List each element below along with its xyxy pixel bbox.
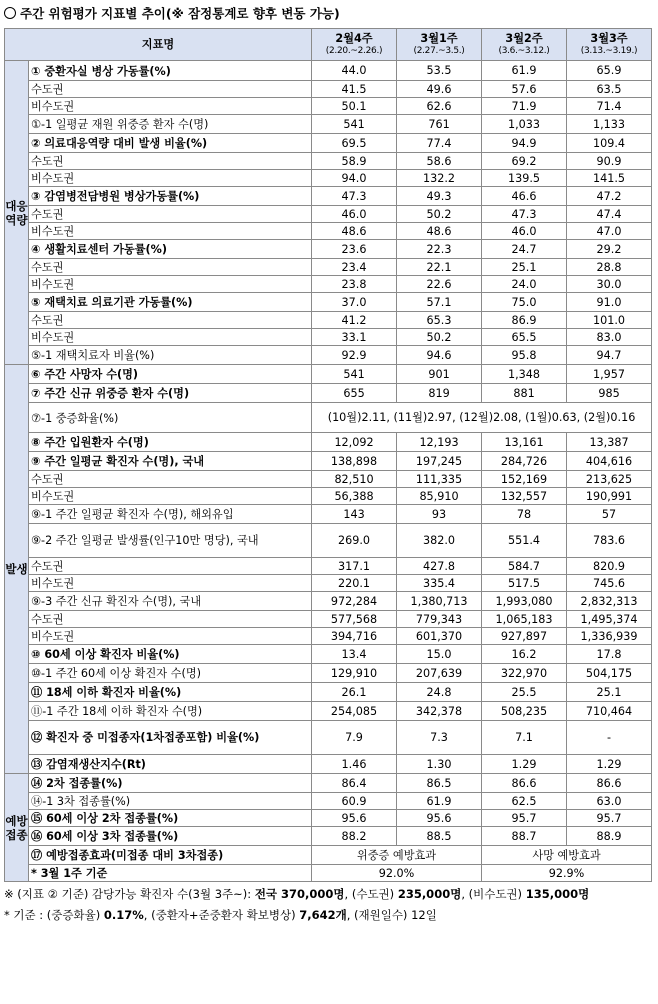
indicator-label: ① 중환자실 병상 가동률(%): [29, 61, 312, 81]
indicator-label: 수도권: [29, 206, 312, 223]
value-cell: 881: [482, 384, 567, 403]
value-cell: 93: [397, 505, 482, 524]
value-cell: 47.3: [312, 187, 397, 206]
value-cell: 322,970: [482, 664, 567, 683]
value-cell: 29.2: [567, 240, 652, 259]
table-row: [5, 259, 652, 276]
value-cell: 82,510: [312, 471, 397, 488]
value-cell: 63.0: [567, 793, 652, 810]
value-cell: 30.0: [567, 276, 652, 293]
value-cell: 820.9: [567, 558, 652, 575]
page-title: [4, 3, 340, 25]
value-cell: 601,370: [397, 628, 482, 645]
value-cell: 7.3: [397, 721, 482, 755]
note-text: , (중환자+준중환자 확보병상): [143, 908, 300, 922]
value-cell: 50.2: [397, 206, 482, 223]
table-row: [5, 293, 652, 312]
table-row: [5, 558, 652, 575]
value-cell: 129,910: [312, 664, 397, 683]
value-cell: 26.1: [312, 683, 397, 702]
note-text: ※ (지표 ② 기준) 감당가능 확진자 수(3월 3주~):: [4, 887, 255, 901]
value-cell: 551.4: [482, 524, 567, 558]
indicator-label: 수도권: [29, 153, 312, 170]
table-row: [5, 524, 652, 558]
value-cell: 23.8: [312, 276, 397, 293]
value-cell: 92.0%: [312, 865, 482, 882]
value-cell: 57.1: [397, 293, 482, 312]
table-row: [5, 61, 652, 81]
indicator-label: ⑯ 60세 이상 3차 접종률(%): [29, 827, 312, 846]
indicator-label: ⑭ 2차 접종률(%): [29, 774, 312, 793]
indicator-label: 비수도권: [29, 98, 312, 115]
value-cell: 49.6: [397, 81, 482, 98]
indicator-label: * 3월 1주 기준: [29, 865, 312, 882]
value-cell: 86.9: [482, 312, 567, 329]
value-cell: 65.3: [397, 312, 482, 329]
value-cell: 69.2: [482, 153, 567, 170]
title-text: 주간 위험평가 지표별 추이(※ 잠정통계로 향후 변동 가능): [20, 6, 340, 21]
indicator-label: ⑰ 예방접종효과(미접종 대비 3차접종): [29, 846, 312, 865]
indicator-header: 지표명: [5, 29, 312, 61]
note-text: * 기준 : (중증화율): [4, 908, 104, 922]
value-cell: 143: [312, 505, 397, 524]
week-header: [482, 29, 567, 61]
value-cell: 197,245: [397, 452, 482, 471]
table-row: [5, 628, 652, 645]
value-cell: 508,235: [482, 702, 567, 721]
indicator-label: ⑤ 재택치료 의료기관 가동률(%): [29, 293, 312, 312]
value-cell: 1.30: [397, 755, 482, 774]
value-cell: 49.3: [397, 187, 482, 206]
value-cell: 22.3: [397, 240, 482, 259]
value-cell: 91.0: [567, 293, 652, 312]
value-cell: 1,380,713: [397, 592, 482, 611]
indicator-label: 비수도권: [29, 488, 312, 505]
value-cell: 1.29: [567, 755, 652, 774]
value-cell: 90.9: [567, 153, 652, 170]
value-cell: 517.5: [482, 575, 567, 592]
value-cell: 541: [312, 115, 397, 134]
value-cell: 17.8: [567, 645, 652, 664]
value-cell: 94.9: [482, 134, 567, 153]
note-bold-value: 7,642개: [299, 908, 347, 922]
table-row: [5, 721, 652, 755]
indicator-label: ⑩-1 주간 60세 이상 확진자 수(명): [29, 664, 312, 683]
indicator-label: ⑨-2 주간 일평균 발생률(인구10만 명당), 국내: [29, 524, 312, 558]
value-cell: 24.7: [482, 240, 567, 259]
indicator-label: ⑧ 주간 입원환자 수(명): [29, 433, 312, 452]
indicator-label: ⑤-1 재택치료자 비율(%): [29, 346, 312, 365]
week-range: (2.20.~2.26.): [325, 45, 383, 56]
table-row: [5, 810, 652, 827]
indicator-label: 비수도권: [29, 276, 312, 293]
value-cell: 655: [312, 384, 397, 403]
indicator-label: 비수도권: [29, 329, 312, 346]
value-cell: 23.4: [312, 259, 397, 276]
indicator-label: ⑦-1 중증화율(%): [29, 403, 312, 433]
value-cell: 88.5: [397, 827, 482, 846]
week-name: 3월3주: [590, 31, 628, 45]
week-header: [397, 29, 482, 61]
indicator-label: ⑨-1 주간 일평균 확진자 수(명), 해외유입: [29, 505, 312, 524]
note-text: , (수도권): [344, 887, 398, 901]
note-bold-value: 235,000명: [397, 887, 462, 901]
value-cell: 47.4: [567, 206, 652, 223]
value-cell: 1.46: [312, 755, 397, 774]
value-cell: -: [567, 721, 652, 755]
table-row: [5, 645, 652, 664]
value-cell: 783.6: [567, 524, 652, 558]
table-row: [5, 683, 652, 702]
value-cell: 86.6: [482, 774, 567, 793]
value-cell: 779,343: [397, 611, 482, 628]
value-cell: 58.6: [397, 153, 482, 170]
value-cell: 1,348: [482, 365, 567, 384]
indicator-label: 수도권: [29, 312, 312, 329]
value-cell: 382.0: [397, 524, 482, 558]
table-row: [5, 592, 652, 611]
indicator-label: 수도권: [29, 471, 312, 488]
value-cell: 139.5: [482, 170, 567, 187]
week-name: 3월1주: [420, 31, 458, 45]
note-bold-value: 전국 370,000명: [254, 887, 345, 901]
value-cell: 1,993,080: [482, 592, 567, 611]
value-cell: 254,085: [312, 702, 397, 721]
value-cell: 901: [397, 365, 482, 384]
table-row: [5, 346, 652, 365]
indicator-label: ①-1 일평균 재원 위중증 환자 수(명): [29, 115, 312, 134]
value-cell: 25.1: [482, 259, 567, 276]
value-cell: 109.4: [567, 134, 652, 153]
indicator-label: 수도권: [29, 558, 312, 575]
value-cell: 24.0: [482, 276, 567, 293]
week-header: [567, 29, 652, 61]
value-cell: 48.6: [397, 223, 482, 240]
value-cell: 62.5: [482, 793, 567, 810]
value-cell: 50.1: [312, 98, 397, 115]
indicator-table: [4, 28, 652, 882]
value-cell: 53.5: [397, 61, 482, 81]
value-cell: 95.8: [482, 346, 567, 365]
table-row: [5, 240, 652, 259]
value-cell: 88.2: [312, 827, 397, 846]
week-name: 2월4주: [335, 31, 373, 45]
indicator-label: ⑨ 주간 일평균 확진자 수(명), 국내: [29, 452, 312, 471]
indicator-label: 비수도권: [29, 223, 312, 240]
value-cell: 101.0: [567, 312, 652, 329]
value-cell: 138,898: [312, 452, 397, 471]
table-row: [5, 471, 652, 488]
table-row: [5, 170, 652, 187]
value-cell: 972,284: [312, 592, 397, 611]
table-row: [5, 312, 652, 329]
table-row: [5, 134, 652, 153]
table-row: [5, 452, 652, 471]
value-cell: 41.5: [312, 81, 397, 98]
value-cell: 46.0: [482, 223, 567, 240]
value-cell: 541: [312, 365, 397, 384]
table-row: [5, 702, 652, 721]
value-cell: 16.2: [482, 645, 567, 664]
value-cell: 47.2: [567, 187, 652, 206]
table-row: [5, 206, 652, 223]
table-row: [5, 98, 652, 115]
value-cell: 47.3: [482, 206, 567, 223]
value-cell: 23.6: [312, 240, 397, 259]
value-cell: 61.9: [482, 61, 567, 81]
indicator-label: ② 의료대응역량 대비 발생 비율(%): [29, 134, 312, 153]
value-cell: 위중증 예방효과: [312, 846, 482, 865]
value-cell: 13,387: [567, 433, 652, 452]
value-cell: 141.5: [567, 170, 652, 187]
value-cell: 86.4: [312, 774, 397, 793]
value-cell: 57.6: [482, 81, 567, 98]
indicator-label: ⑦ 주간 신규 위중증 환자 수(명): [29, 384, 312, 403]
value-cell: 335.4: [397, 575, 482, 592]
table-row: [5, 865, 652, 882]
week-range: (3.6.~3.12.): [498, 45, 550, 56]
value-cell: 50.2: [397, 329, 482, 346]
value-cell: 13.4: [312, 645, 397, 664]
table-header-row: [5, 29, 652, 61]
group-label: 대응역량: [5, 61, 29, 365]
value-cell: 88.9: [567, 827, 652, 846]
indicator-label: ③ 감염병전담병원 병상가동률(%): [29, 187, 312, 206]
value-cell: 207,639: [397, 664, 482, 683]
value-cell: 1,336,939: [567, 628, 652, 645]
value-cell: 94.7: [567, 346, 652, 365]
table-row: [5, 329, 652, 346]
value-cell: 927,897: [482, 628, 567, 645]
indicator-label: ④ 생활치료센터 가동률(%): [29, 240, 312, 259]
value-cell: 132.2: [397, 170, 482, 187]
value-cell: 58.9: [312, 153, 397, 170]
value-cell: 504,175: [567, 664, 652, 683]
circle-bullet-icon: [4, 7, 16, 19]
table-row: [5, 488, 652, 505]
indicator-label: 비수도권: [29, 628, 312, 645]
value-cell: 77.4: [397, 134, 482, 153]
table-row: [5, 81, 652, 98]
value-cell: 46.6: [482, 187, 567, 206]
group-label: 예방접종: [5, 774, 29, 882]
value-cell: 88.7: [482, 827, 567, 846]
value-cell: 213,625: [567, 471, 652, 488]
indicator-label: ⑬ 감염재생산지수(Rt): [29, 755, 312, 774]
indicator-label: ⑮ 60세 이상 2차 접종률(%): [29, 810, 312, 827]
table-row: [5, 433, 652, 452]
value-cell: 317.1: [312, 558, 397, 575]
value-cell: 46.0: [312, 206, 397, 223]
indicator-label: 수도권: [29, 259, 312, 276]
value-cell: 61.9: [397, 793, 482, 810]
table-row: [5, 846, 652, 865]
value-cell: 284,726: [482, 452, 567, 471]
value-cell: 95.6: [397, 810, 482, 827]
value-cell: 95.7: [482, 810, 567, 827]
note-text: , (비수도권): [461, 887, 526, 901]
value-cell: 22.6: [397, 276, 482, 293]
table-row: [5, 793, 652, 810]
value-cell: 86.6: [567, 774, 652, 793]
indicator-label: ⑫ 확진자 중 미접종자(1차접종포함) 비율(%): [29, 721, 312, 755]
table-row: [5, 115, 652, 134]
value-cell: 15.0: [397, 645, 482, 664]
group-label: 발생: [5, 365, 29, 774]
value-cell: 761: [397, 115, 482, 134]
value-cell: 95.7: [567, 810, 652, 827]
value-cell: 78: [482, 505, 567, 524]
value-cell: 44.0: [312, 61, 397, 81]
table-row: [5, 403, 652, 433]
value-cell: 95.6: [312, 810, 397, 827]
value-cell: 57: [567, 505, 652, 524]
value-cell: 819: [397, 384, 482, 403]
value-cell: 63.5: [567, 81, 652, 98]
value-cell: 47.0: [567, 223, 652, 240]
criteria-note: [4, 907, 652, 924]
value-cell: 2,832,313: [567, 592, 652, 611]
value-cell: 12,193: [397, 433, 482, 452]
table-row: [5, 827, 652, 846]
table-row: [5, 611, 652, 628]
value-cell: 25.5: [482, 683, 567, 702]
note-text: , (재원일수) 12일: [346, 908, 437, 922]
value-cell: 12,092: [312, 433, 397, 452]
indicator-label: ⑭-1 3차 접종률(%): [29, 793, 312, 810]
value-cell: 190,991: [567, 488, 652, 505]
indicator-label: ⑪-1 주간 18세 이하 확진자 수(명): [29, 702, 312, 721]
value-cell: 111,335: [397, 471, 482, 488]
value-cell: 86.5: [397, 774, 482, 793]
value-cell: 745.6: [567, 575, 652, 592]
value-cell: 7.9: [312, 721, 397, 755]
value-cell: 69.5: [312, 134, 397, 153]
value-cell: 13,161: [482, 433, 567, 452]
value-cell: 85,910: [397, 488, 482, 505]
capacity-note: [4, 886, 652, 903]
table-row: [5, 664, 652, 683]
table-row: [5, 755, 652, 774]
table-body: [5, 61, 652, 882]
value-cell: 71.9: [482, 98, 567, 115]
value-cell: 사망 예방효과: [482, 846, 652, 865]
value-cell: 394,716: [312, 628, 397, 645]
value-cell: 37.0: [312, 293, 397, 312]
value-cell: 220.1: [312, 575, 397, 592]
value-cell: 25.1: [567, 683, 652, 702]
table-row: [5, 384, 652, 403]
indicator-label: 비수도권: [29, 170, 312, 187]
week-header: [312, 29, 397, 61]
value-cell: 1,065,183: [482, 611, 567, 628]
indicator-label: ⑪ 18세 이하 확진자 비율(%): [29, 683, 312, 702]
indicator-label: ⑨-3 주간 신규 확진자 수(명), 국내: [29, 592, 312, 611]
value-cell: 60.9: [312, 793, 397, 810]
table-row: [5, 365, 652, 384]
value-cell: 94.0: [312, 170, 397, 187]
week-range: (3.13.~3.19.): [580, 45, 638, 56]
table-row: [5, 575, 652, 592]
value-cell: 28.8: [567, 259, 652, 276]
week-range: (2.27.~3.5.): [413, 45, 465, 56]
value-cell: 24.8: [397, 683, 482, 702]
value-cell: 62.6: [397, 98, 482, 115]
indicator-label: 수도권: [29, 81, 312, 98]
value-cell: 56,388: [312, 488, 397, 505]
value-cell: 342,378: [397, 702, 482, 721]
indicator-label: ⑩ 60세 이상 확진자 비율(%): [29, 645, 312, 664]
value-cell: 132,557: [482, 488, 567, 505]
value-cell: 92.9%: [482, 865, 652, 882]
value-cell: 152,169: [482, 471, 567, 488]
value-cell: (10월)2.11, (11월)2.97, (12월)2.08, (1월)0.63, (2월)0.16: [312, 403, 652, 433]
value-cell: 65.5: [482, 329, 567, 346]
value-cell: 71.4: [567, 98, 652, 115]
table-row: [5, 187, 652, 206]
week-name: 3월2주: [505, 31, 543, 45]
value-cell: 92.9: [312, 346, 397, 365]
value-cell: 1,133: [567, 115, 652, 134]
value-cell: 1.29: [482, 755, 567, 774]
value-cell: 33.1: [312, 329, 397, 346]
value-cell: 1,495,374: [567, 611, 652, 628]
table-row: [5, 774, 652, 793]
table-row: [5, 223, 652, 240]
table-row: [5, 505, 652, 524]
value-cell: 41.2: [312, 312, 397, 329]
note-bold-value: 135,000명: [525, 887, 590, 901]
indicator-label: 비수도권: [29, 575, 312, 592]
value-cell: 584.7: [482, 558, 567, 575]
indicator-label: 수도권: [29, 611, 312, 628]
value-cell: 985: [567, 384, 652, 403]
value-cell: 577,568: [312, 611, 397, 628]
value-cell: 710,464: [567, 702, 652, 721]
value-cell: 1,957: [567, 365, 652, 384]
value-cell: 269.0: [312, 524, 397, 558]
value-cell: 94.6: [397, 346, 482, 365]
value-cell: 65.9: [567, 61, 652, 81]
table-row: [5, 153, 652, 170]
indicator-label: ⑥ 주간 사망자 수(명): [29, 365, 312, 384]
table-row: [5, 276, 652, 293]
value-cell: 404,616: [567, 452, 652, 471]
note-bold-value: 0.17%: [103, 908, 144, 922]
value-cell: 83.0: [567, 329, 652, 346]
value-cell: 75.0: [482, 293, 567, 312]
value-cell: 22.1: [397, 259, 482, 276]
value-cell: 48.6: [312, 223, 397, 240]
value-cell: 7.1: [482, 721, 567, 755]
value-cell: 1,033: [482, 115, 567, 134]
value-cell: 427.8: [397, 558, 482, 575]
